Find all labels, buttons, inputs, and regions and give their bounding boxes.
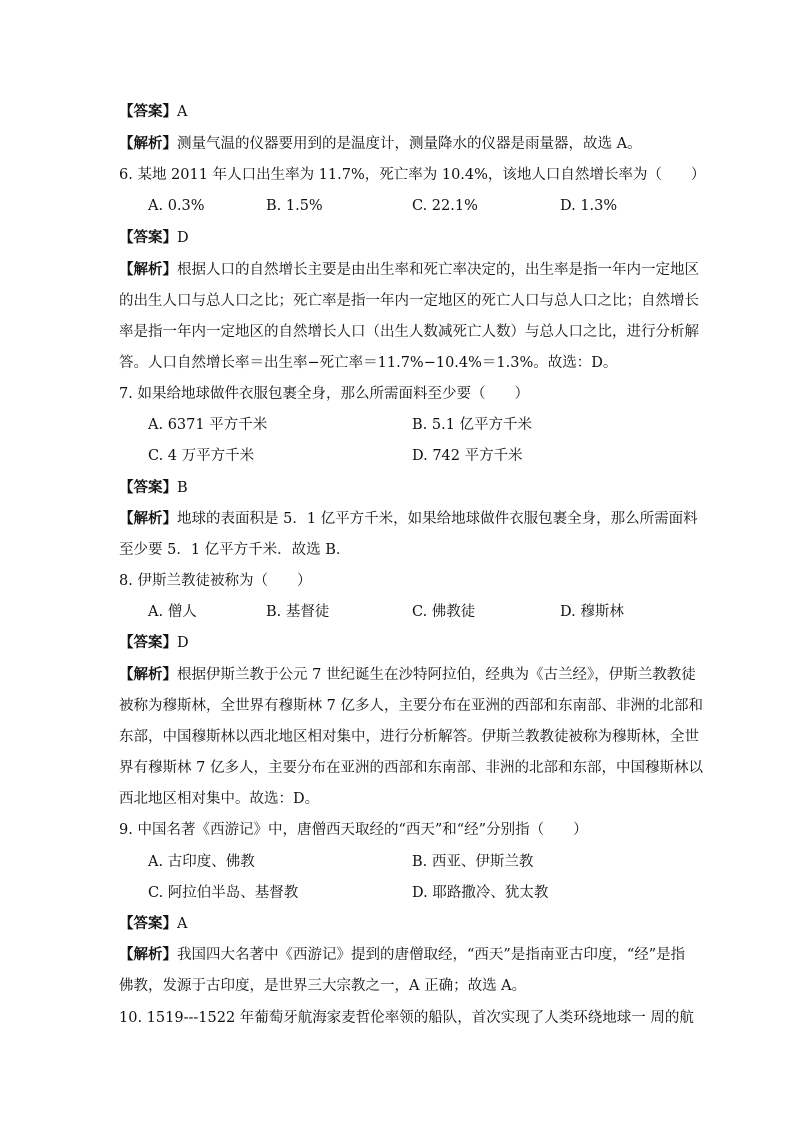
answer-label: 【答案】 xyxy=(119,103,177,120)
analysis-line xyxy=(119,945,685,965)
analysis-text: 根据人口的自然增长主要是由出生率和死亡率决定的，出生率是指一年内一定地区 xyxy=(177,262,699,278)
q9-option-b: B. 西亚、伊斯兰教 xyxy=(412,854,534,870)
q9-option-d: D. 耶路撒冷、犹太教 xyxy=(412,885,549,901)
answer-label: 【答案】 xyxy=(119,634,177,651)
analysis-text: 被称为穆斯林，全世界有穆斯林 7 亿多人，主要分布在亚洲的西部和东南部、非洲的北部和 xyxy=(119,698,703,714)
analysis-label: 【解析】 xyxy=(119,510,177,527)
analysis-label: 【解析】 xyxy=(119,946,177,963)
q6-option-c: C. 22.1% xyxy=(412,198,478,214)
analysis-text: 率是指一年内一定地区的自然增长人口（出生人数减死亡人数）与总人口之比，进行分析解 xyxy=(119,324,699,340)
analysis-text: 界有穆斯林 7 亿多人，主要分布在亚洲的西部和东南部、非洲的北部和东部，中国穆斯林以 xyxy=(119,760,703,776)
analysis-text: 测量气温的仪器要用到的是温度计，测量降水的仪器是雨量器，故选 A。 xyxy=(177,136,642,152)
answer-value: D xyxy=(177,635,189,651)
analysis-text: 的出生人口与总人口之比；死亡率是指一年内一定地区的死亡人口与总人口之比；自然增长 xyxy=(119,293,699,309)
analysis-label: 【解析】 xyxy=(119,666,177,683)
question-8: 8. 伊斯兰教徒被称为（ ） xyxy=(119,573,312,589)
analysis-text: 至少要 5．1 亿平方千米．故选 B． xyxy=(119,542,351,558)
q6-option-d: D. 1.3% xyxy=(560,198,618,214)
q8-option-d: D. 穆斯林 xyxy=(560,604,624,620)
q8-option-c: C. 佛教徒 xyxy=(412,604,476,620)
answer-label: 【答案】 xyxy=(119,915,177,932)
analysis-text: 地球的表面积是 5．1 亿平方千米，如果给地球做件衣服包裹全身，那么所需面料 xyxy=(177,511,698,527)
q7-option-c: C. 4 万平方千米 xyxy=(148,448,255,464)
question-7: 7. 如果给地球做件衣服包裹全身，那么所需面料至少要（ ） xyxy=(119,386,529,402)
answer-label: 【答案】 xyxy=(119,229,177,246)
answer-label: 【答案】 xyxy=(119,479,177,496)
answer-line xyxy=(119,228,189,248)
q8-option-a: A. 僧人 xyxy=(148,604,197,620)
answer-line xyxy=(119,633,189,653)
answer-value: B xyxy=(177,480,188,496)
analysis-text: 佛教，发源于古印度，是世界三大宗教之一，A 正确；故选 A。 xyxy=(119,978,527,994)
q6-option-b: B. 1.5% xyxy=(266,198,323,214)
answer-value: A xyxy=(177,104,188,120)
analysis-line xyxy=(119,509,698,529)
analysis-line xyxy=(119,665,696,685)
analysis-text: 东部，中国穆斯林以西北地区相对集中，进行分析解答。伊斯兰教教徒被称为穆斯林，全世 xyxy=(119,729,699,745)
question-9: 9. 中国名著《西游记》中，唐僧西天取经的“西天”和“经”分别指（ ） xyxy=(119,822,588,838)
answer-line xyxy=(119,102,187,122)
answer-value: D xyxy=(177,230,189,246)
question-6: 6. 某地 2011 年人口出生率为 11.7%，死亡率为 10.4%，该地人口自然增长率为（ ） xyxy=(119,167,706,183)
answer-line xyxy=(119,914,187,934)
analysis-line xyxy=(119,260,699,280)
q8-option-b: B. 基督徒 xyxy=(266,604,330,620)
analysis-text: 西北地区相对集中。故选：D。 xyxy=(119,791,320,807)
analysis-label: 【解析】 xyxy=(119,261,177,278)
answer-line xyxy=(119,478,188,498)
q9-option-c: C. 阿拉伯半岛、基督教 xyxy=(148,885,299,901)
q6-option-a: A. 0.3% xyxy=(148,198,205,214)
analysis-text: 我国四大名著中《西游记》提到的唐僧取经，“西天”是指南亚古印度，“经”是指 xyxy=(177,947,686,963)
analysis-text: 答。人口自然增长率＝出生率−死亡率＝11.7%−10.4%＝1.3%。故选：D。 xyxy=(119,355,618,371)
analysis-text: 根据伊斯兰教于公元 7 世纪诞生在沙特阿拉伯，经典为《古兰经》，伊斯兰教教徒 xyxy=(177,667,696,683)
q7-option-b: B. 5.1 亿平方千米 xyxy=(412,417,533,433)
answer-value: A xyxy=(177,916,188,932)
analysis-label: 【解析】 xyxy=(119,135,177,152)
analysis-line xyxy=(119,134,642,154)
question-10: 10. 1519---1522 年葡萄牙航海家麦哲伦率领的船队，首次实现了人类环绕地球一 周的航 xyxy=(119,1010,694,1026)
q7-option-a: A. 6371 平方千米 xyxy=(148,417,268,433)
q7-option-d: D. 742 平方千米 xyxy=(412,448,523,464)
q9-option-a: A. 古印度、佛教 xyxy=(148,854,255,870)
